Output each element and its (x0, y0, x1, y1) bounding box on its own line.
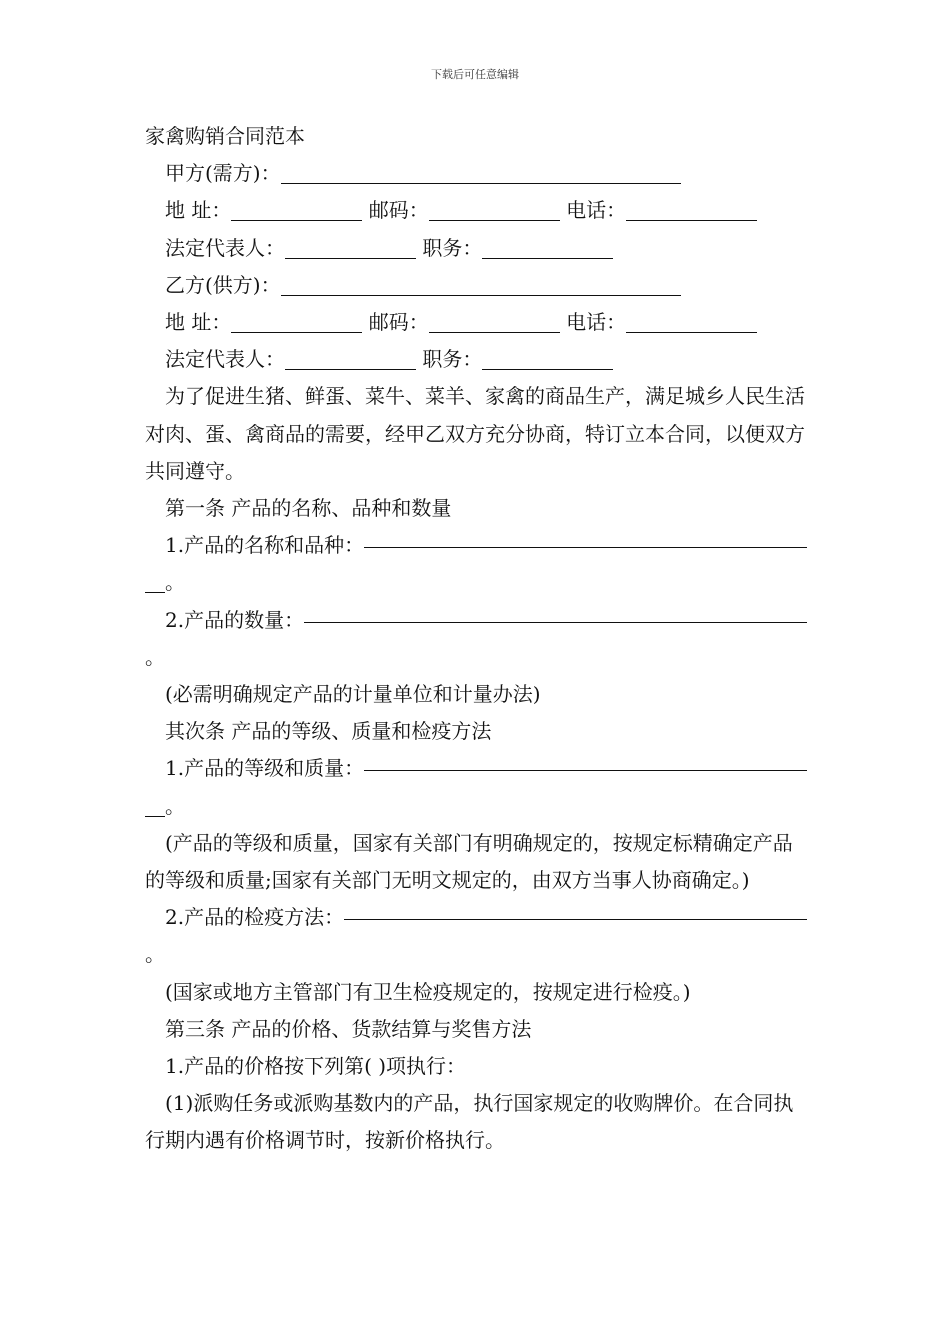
article-2-note-1: (产品的等级和质量，国家有关部门有明确规定的，按规定标精确定产品的等级和质量;国家有关部门无明文规定的，由双方当事人协商确定。) (145, 830, 793, 893)
rep-blank[interactable] (285, 238, 416, 259)
item-label: 1.产品的等级和质量： (165, 756, 365, 781)
article-2-title: 其次条 产品的等级、质量和检疫方法 (165, 719, 492, 744)
phone-label: 电话： (566, 198, 627, 223)
position-label: 职务： (422, 235, 483, 260)
position-blank[interactable] (482, 349, 613, 370)
rep-label: 法定代表人： (165, 235, 285, 260)
phone-blank[interactable] (626, 200, 757, 221)
article-1-item-1-cont (145, 564, 807, 601)
contract-title: 家禽购销合同范本 (145, 124, 305, 148)
party-b-rep-line (145, 341, 807, 378)
item-blank-cont[interactable] (145, 796, 165, 817)
intro-paragraph: 为了促进生猪、鲜蛋、菜牛、菜羊、家禽的商品生产，满足城乡人民生活对肉、蛋、禽商品的需要，经甲乙双方充分协商，特订立本合同，以便双方共同遵守。 (145, 384, 805, 483)
article-3-title: 第三条 产品的价格、货款结算与奖售方法 (165, 1016, 532, 1041)
article-3-item-1-1: (1)派购任务或派购基数内的产品，执行国家规定的收购牌价。在合同执行期内遇有价格调节时，按新价格执行。 (145, 1091, 794, 1153)
address-blank[interactable] (231, 200, 362, 221)
item-label: 2.产品的检疫方法： (165, 905, 345, 930)
article-1-note: (必需明确规定产品的计量单位和计量办法) (165, 682, 541, 707)
header-note: 下载后可任意编辑 (431, 68, 519, 81)
party-a-contact-line (145, 192, 807, 229)
party-b-blank[interactable] (281, 275, 681, 296)
article-1-title: 第一条 产品的名称、品种和数量 (165, 496, 452, 521)
party-a-blank[interactable] (281, 163, 681, 184)
item-blank[interactable] (364, 527, 807, 548)
period: 。 (145, 942, 165, 967)
position-label: 职务： (422, 347, 483, 372)
article-2-item-1 (145, 750, 807, 787)
item-blank[interactable] (304, 602, 807, 623)
party-b-contact-line (145, 304, 807, 341)
party-a-line (145, 155, 807, 192)
phone-blank[interactable] (626, 312, 757, 333)
item-blank-cont[interactable] (145, 572, 165, 593)
item-blank[interactable] (344, 899, 807, 920)
document-body (145, 118, 807, 1160)
article-1-item-1 (145, 527, 807, 564)
party-a-label: 甲方(需方)： (165, 161, 281, 186)
article-1-item-2-cont (145, 639, 807, 676)
item-label: 2.产品的数量： (165, 607, 305, 632)
article-1-item-2 (145, 602, 807, 639)
period: 。 (165, 793, 185, 818)
article-2-item-2-cont (145, 936, 807, 973)
position-blank[interactable] (482, 238, 613, 259)
item-blank[interactable] (364, 750, 807, 771)
address-blank[interactable] (231, 312, 362, 333)
rep-label: 法定代表人： (165, 347, 285, 372)
item-label: 1.产品的名称和品种： (165, 533, 365, 558)
phone-label: 电话： (566, 310, 627, 335)
rep-blank[interactable] (285, 349, 416, 370)
article-3-item-1: 1.产品的价格按下列第( )项执行： (165, 1054, 467, 1079)
period: 。 (145, 644, 165, 669)
postcode-label: 邮码： (368, 198, 429, 223)
postcode-blank[interactable] (429, 312, 560, 333)
party-b-label: 乙方(供方)： (165, 272, 281, 297)
party-a-rep-line (145, 230, 807, 267)
party-b-line (145, 267, 807, 304)
postcode-blank[interactable] (429, 200, 560, 221)
article-2-note-2: (国家或地方主管部门有卫生检疫规定的，按规定进行检疫。) (165, 979, 691, 1004)
article-2-item-1-cont (145, 788, 807, 825)
postcode-label: 邮码： (368, 310, 429, 335)
article-2-item-2 (145, 899, 807, 936)
address-label: 地 址： (165, 198, 232, 223)
address-label: 地 址： (165, 310, 232, 335)
period: 。 (165, 570, 185, 595)
